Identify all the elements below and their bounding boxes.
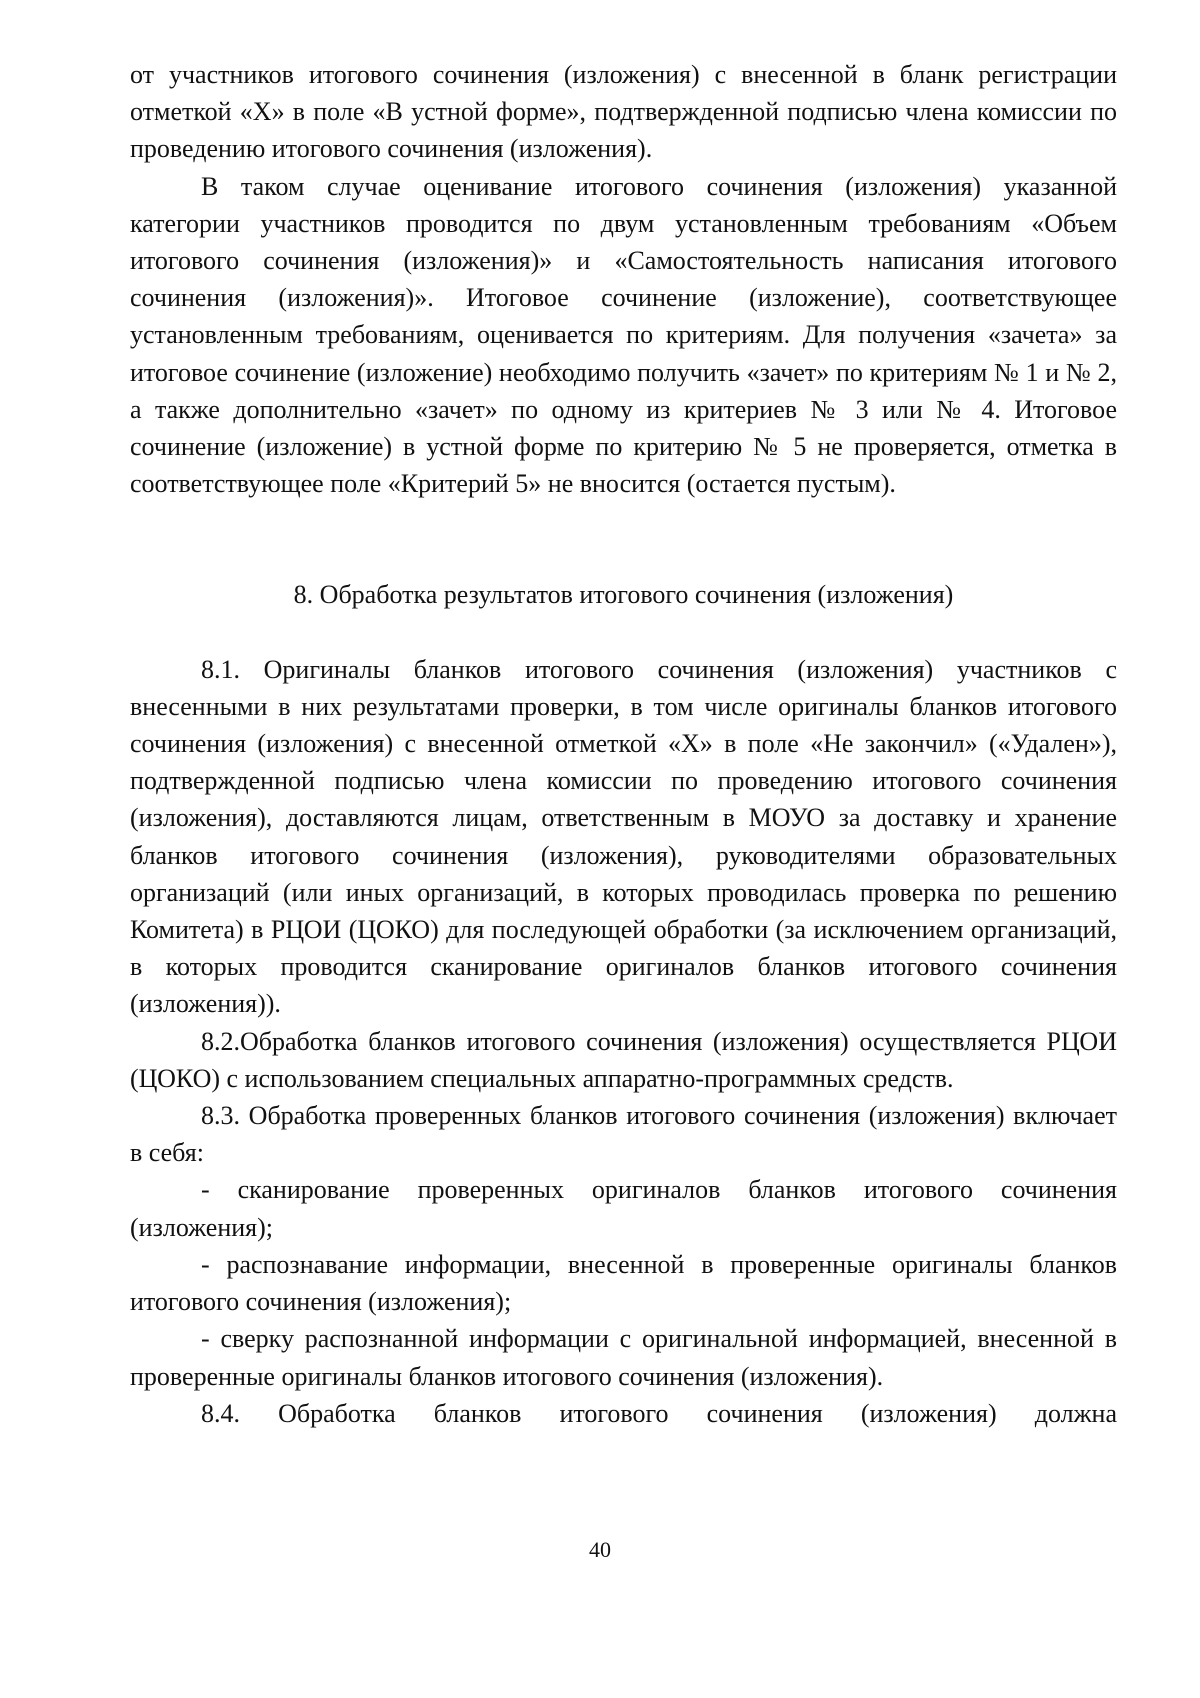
paragraph-8-3: 8.3. Обработка проверенных бланков итогового сочинения (изложения) включает в себя: (130, 1101, 1117, 1168)
document-body (130, 56, 1117, 1432)
spacer (130, 502, 1117, 576)
list-item-verification: - сверку распознанной информации с оригинальной информацией, внесенной в проверенные оригиналы бланков итогового сочинения (изложения). (130, 1324, 1117, 1391)
paragraph-8-1: 8.1. Оригиналы бланков итогового сочинения (изложения) участников с внесенными в них результатами проверки, в том числе оригиналы бланков итогового сочинения (изложения) с внесенной отметкой «X» в поле «Не закончил» («Удален»), подтвержденной подписью члена комиссии по проведению итогового сочинения (изложения), доставляются лицам, ответственным в МОУО за доставку и хранение бланков итогового сочинения (изложения), руководителями образовательных организаций (или иных организаций, в которых проводилась проверка по решению Комитета) в РЦОИ (ЦОКО) для последующей обработки (за исключением организаций, в которых проводится сканирование оригиналов бланков итогового сочинения (изложения)). (130, 654, 1117, 1019)
page-number: 40 (589, 1537, 611, 1562)
section-heading: 8. Обработка результатов итогового сочинения (изложения) (293, 580, 954, 610)
paragraph-continuation: от участников итогового сочинения (изложения) с внесенной в бланк регистрации отметкой «X» в поле «В устной форме», подтвержденной подписью члена комиссии по проведению итогового сочинения (изложения). (130, 60, 1117, 164)
paragraph-evaluation: В таком случае оценивание итогового сочинения (изложения) указанной категории участников проводится по двум установленным требованиям «Объем итогового сочинения (изложения)» и «Самостоятельность написания итогового сочинения (изложения)». Итоговое сочинение (изложение), соответствующее установленным требованиям, оценивается по критериям. Для получения «зачета» за итоговое сочинение (изложение) необходимо получить «зачет» по критериям № 1 и № 2, а также дополнительно «зачет» по одному из критериев № 3 или № 4. Итоговое сочинение (изложение) в устной форме по критерию № 5 не проверяется, отметка в соответствующее поле «Критерий 5» не вносится (остается пустым). (130, 171, 1117, 499)
list-item-recognition: - распознавание информации, внесенной в проверенные оригиналы бланков итогового сочинения (изложения); (130, 1249, 1117, 1317)
spacer (130, 614, 1117, 651)
paragraph-8-2: 8.2.Обработка бланков итогового сочинения (изложения) осуществляется РЦОИ (ЦОКО) с использованием специальных аппаратно-программных средств. (130, 1026, 1117, 1093)
paragraph-8-4: 8.4. Обработка бланков итогового сочинения (изложения) должна (201, 1398, 1117, 1428)
list-item-scanning: - сканирование проверенных оригиналов бланков итогового сочинения (изложения); (130, 1175, 1117, 1242)
